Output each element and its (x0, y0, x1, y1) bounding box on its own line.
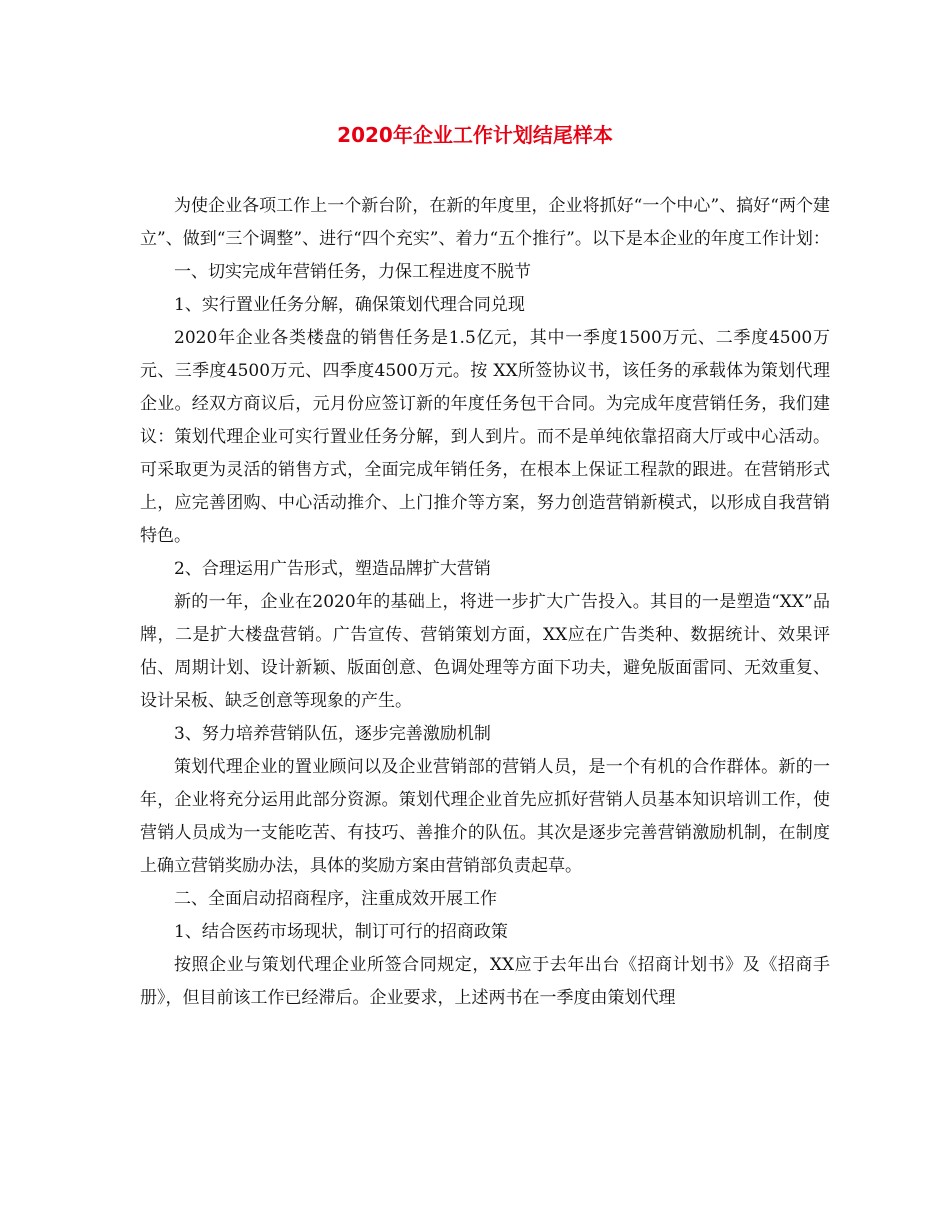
section-heading-2: 二、全面启动招商程序，注重成效开展工作 (174, 889, 497, 909)
subsection-heading-2-1: 1、结合医药市场现状，制订可行的招商政策 (174, 922, 508, 942)
subsection-heading-1-1: 1、实行置业任务分解，确保策划代理合同兑现 (174, 295, 525, 315)
subsection-heading-1-2: 2、合理运用广告形式，塑造品牌扩大营销 (174, 559, 491, 579)
body-paragraph: 2020年企业各类楼盘的销售任务是1.5亿元，其中一季度1500万元、二季度4500万元、三季度4500万元、四季度4500万元。按 XX所签协议书，该任务的承载体为策划代理企业。经双方商议后，元月份应签订新的年度任务包干合同。为完成年度营销任务，我们建议：策划代理企业可实行置业任务分解，到人到片。而不是单纯依靠招商大厅或中心活动。可采取更为灵活的销售方式，全面完成年销任务，在根本上保证工程款的跟进。在营销形式上，应完善团购、中心活动推介、上门推介等方案，努力创造营销新模式，以形成自我营销特色。 (140, 328, 830, 546)
subsection-heading-1-3: 3、努力培养营销队伍，逐步完善激励机制 (174, 724, 491, 744)
body-paragraph: 新的一年，企业在2020年的基础上，将进一步扩大广告投入。其目的一是塑造“XX”品牌，二是扩大楼盘营销。广告宣传、营销策划方面，XX应在广告类种、数据统计、效果评估、周期计划、设计新颖、版面创意、色调处理等方面下功夫，避免版面雷同、无效重复、设计呆板、缺乏创意等现象的产生。 (140, 592, 830, 711)
page-title: 2020年企业工作计划结尾样本 (337, 123, 613, 147)
body-paragraph: 策划代理企业的置业顾问以及企业营销部的营销人员，是一个有机的合作群体。新的一年，企业将充分运用此部分资源。策划代理企业首先应抓好营销人员基本知识培训工作，使营销人员成为一支能吃苦、有技巧、善推介的队伍。其次是逐步完善营销激励机制，在制度上确立营销奖励办法，具体的奖励方案由营销部负责起草。 (140, 757, 830, 876)
body-paragraph: 按照企业与策划代理企业所签合同规定，XX应于去年出台《招商计划书》及《招商手册》，但目前该工作已经滞后。企业要求，上述两书在一季度由策划代理 (140, 955, 830, 1008)
document-body (140, 190, 830, 1015)
intro-paragraph: 为使企业各项工作上一个新台阶，在新的年度里，企业将抓好“一个中心”、搞好“两个建立”、做到“三个调整”、进行“四个充实”、着力“五个推行”。以下是本企业的年度工作计划： (140, 196, 830, 249)
section-heading-1: 一、切实完成年营销任务，力保工程进度不脱节 (174, 262, 531, 282)
